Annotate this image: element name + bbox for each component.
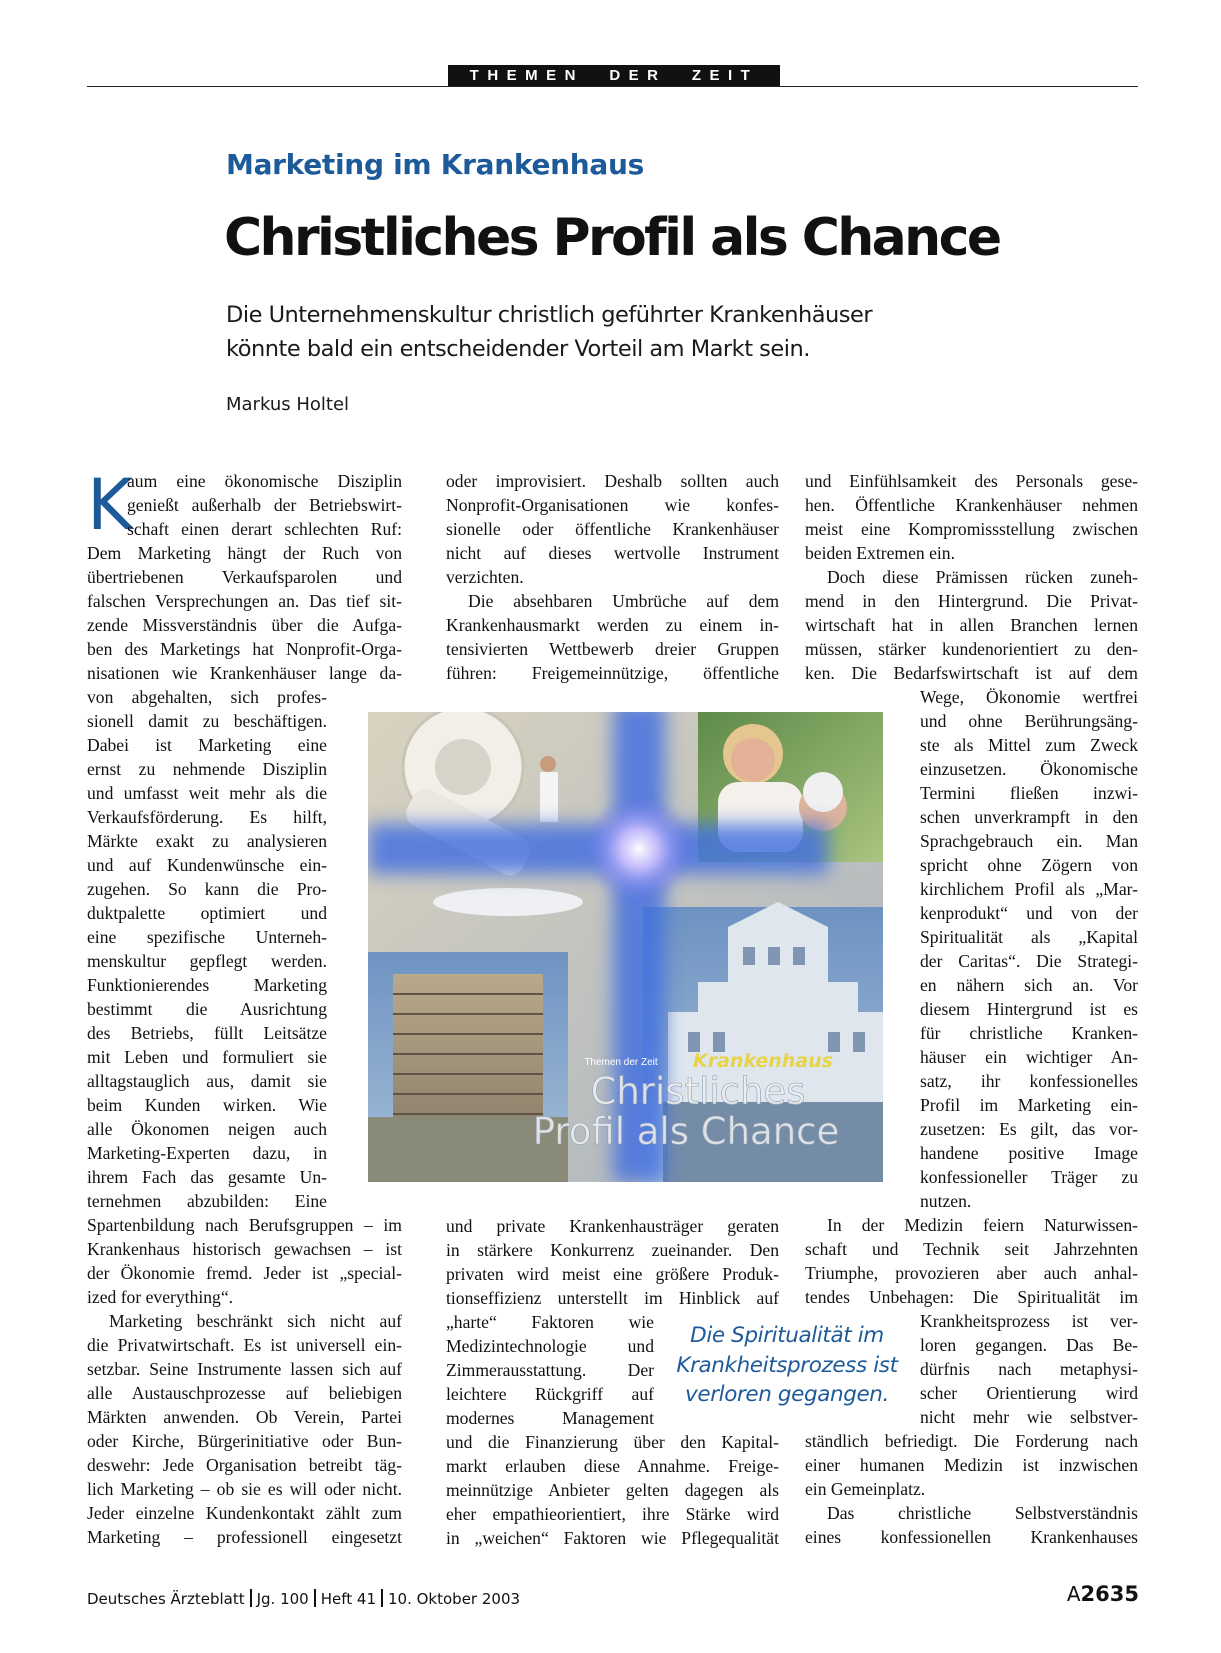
text-line: müssen, stärker kundenorientiert zu den- <box>805 639 1138 659</box>
text-line: modernes Management <box>446 1408 654 1428</box>
text-line: ernst zu nehmende Disziplin <box>87 759 327 779</box>
article-title: Christliches Profil als Chance <box>224 208 1000 268</box>
text-line: Triumphe, provozieren aber auch anhal- <box>805 1263 1138 1283</box>
text-line: „harte“ Faktoren wie <box>446 1312 654 1332</box>
text-line: Märkten anwenden. Ob Verein, Partei <box>87 1407 402 1427</box>
text-line: verzichten. <box>446 567 524 587</box>
text-line: beiden Extremen ein. <box>805 543 955 563</box>
text-line: einzusetzen. Ökonomische <box>920 759 1138 779</box>
text-line: zugehen. So kann die Pro- <box>87 879 327 899</box>
text-line: eine spezifische Unterneh- <box>87 927 327 947</box>
text-line: Verkaufsförderung. Es hilft, <box>87 807 327 827</box>
text-line: deswehr: Jede Organisation betreibt täg- <box>87 1455 402 1475</box>
text-line: In der Medizin feiern Naturwissen- <box>827 1215 1138 1235</box>
text-line: setzbar. Seine Instrumente lassen sich auf <box>87 1359 402 1379</box>
text-line: alltagstauglich aus, damit sie <box>87 1071 327 1091</box>
deck-line: Die Unternehmenskultur christlich geführter Krankenhäuser <box>226 302 873 328</box>
text-line: markt erlauben diese Annahme. Freige- <box>446 1456 779 1476</box>
text-line: diesem Hintergrund ist es <box>920 999 1138 1019</box>
text-line: für christliche Kranken- <box>920 1023 1138 1043</box>
text-line: leichtere Rückgriff auf <box>446 1384 654 1404</box>
page-number-value: 2635 <box>1080 1582 1139 1606</box>
text-line: ständlich befriedigt. Die Forderung nach <box>805 1431 1138 1451</box>
text-line: ein Gemeinplatz. <box>805 1479 926 1499</box>
text-line: Zimmerausstattung. Der <box>446 1360 654 1380</box>
text-line: hen. Öffentliche Krankenhäuser nehmen <box>805 495 1138 515</box>
text-line: ihrem Fach das gesamte Un- <box>87 1167 327 1187</box>
text-line: und umfasst weit mehr als die <box>87 783 327 803</box>
figure-rubric: Themen der Zeit <box>584 1057 658 1068</box>
text-line: meinnützige Anbieter gelten dagegen als <box>446 1480 779 1500</box>
text-line: und Einfühlsamkeit des Personals gese- <box>805 471 1138 491</box>
text-line: der Caritas“. Die Strategi- <box>920 951 1138 971</box>
pull-quote-line: verloren gegangen. <box>685 1382 889 1407</box>
deck-line: könnte bald ein entscheidender Vorteil am Markt sein. <box>226 336 810 362</box>
text-line: privaten wird meist eine größere Produk- <box>446 1264 779 1284</box>
text-line: Krankenhaus historisch gewachsen – ist <box>87 1239 402 1259</box>
text-line: Marketing – professionell eingesetzt <box>87 1527 402 1547</box>
text-line: ken. Die Bedarfswirtschaft ist auf dem <box>805 663 1138 683</box>
text-line: schen unverkrampft in den <box>920 807 1138 827</box>
text-line: Doch diese Prämissen rücken zuneh- <box>827 567 1138 587</box>
text-line: Die absehbaren Umbrüche auf dem <box>468 591 779 611</box>
text-line: tendes Unbehagen: Die Spiritualität im <box>805 1287 1138 1307</box>
figure-kicker: Krankenhaus <box>693 1050 833 1072</box>
section-rubric: THEMEN DER ZEIT <box>448 65 780 86</box>
text-line: bestimmt die Ausrichtung <box>87 999 327 1019</box>
text-line: wirtschaft hat in allen Branchen lernen <box>805 615 1138 635</box>
text-line: duktpalette optimiert und <box>87 903 327 923</box>
text-line: die Privatwirtschaft. Es ist universell ein- <box>87 1335 402 1355</box>
text-line: Märkte exakt zu analysieren <box>87 831 327 851</box>
text-line: nicht mehr wie selbstver- <box>920 1407 1138 1427</box>
text-line: oder improvisiert. Deshalb sollten auch <box>446 471 779 491</box>
body-column-2-top <box>446 469 779 685</box>
article-kicker: Marketing im Krankenhaus <box>226 148 645 181</box>
text-line: nutzen. <box>920 1191 972 1211</box>
footer-volume: Jg. 100 <box>256 1590 309 1608</box>
text-line: Funktionierendes Marketing <box>87 975 327 995</box>
text-line: spricht ohne Zögern von <box>920 855 1138 875</box>
figure-title-line-1: Christliches <box>590 1070 806 1113</box>
text-line: Sprachgebrauch ein. Man <box>920 831 1138 851</box>
text-line: konfessioneller Träger zu <box>920 1167 1138 1187</box>
text-line: lich Marketing – ob sie es will oder nicht. <box>87 1479 402 1499</box>
text-line: und die Finanzierung über den Kapital- <box>446 1432 779 1452</box>
text-line: Das christliche Selbstverständnis <box>827 1503 1138 1523</box>
page-number <box>1067 1582 1139 1606</box>
text-line: in stärkere Konkurrenz zueinander. Den <box>446 1240 779 1260</box>
article-author: Markus Holtel <box>226 394 350 415</box>
page-number-prefix: A <box>1066 1582 1081 1606</box>
footer-separator <box>314 1589 316 1607</box>
text-line: Jeder einzelne Kundenkontakt zählt zum <box>87 1503 402 1523</box>
text-line: Profil im Marketing ein- <box>920 1095 1138 1115</box>
text-line: alle Ökonomen neigen auch <box>87 1119 327 1139</box>
text-line: aum eine ökonomische Disziplin <box>127 471 402 491</box>
footer-issue: Heft 41 <box>320 1590 376 1608</box>
pull-quote-line: Krankheitsprozess ist <box>676 1352 898 1378</box>
header-rule <box>87 86 1138 87</box>
text-line: satz, ihr konfessionelles <box>920 1071 1138 1091</box>
footer-journal: Deutsches Ärzteblatt <box>87 1590 245 1608</box>
text-line: Dabei ist Marketing eine <box>87 735 327 755</box>
text-line: tionseffizienz unterstellt im Hinblick auf <box>446 1288 779 1308</box>
text-line: loren gegangen. Das Be- <box>920 1335 1138 1355</box>
text-line: und private Krankenhausträger geraten <box>446 1216 779 1236</box>
text-line: tensivierten Wettbewerb dreier Gruppen <box>446 639 779 659</box>
body-column-1 <box>87 464 402 1549</box>
text-line: und ohne Berührungsäng- <box>920 711 1138 731</box>
text-line: genießt außerhalb der Betriebswirt- <box>127 495 402 515</box>
article-illustration <box>368 712 883 1182</box>
text-line: führen: Freigemeinnützige, öffentliche <box>446 663 779 683</box>
text-line: handene positive Image <box>920 1143 1138 1163</box>
text-line: schaft und Technik seit Jahrzehnten <box>805 1239 1138 1259</box>
footer-separator <box>381 1589 383 1607</box>
text-line: eher empathieorientiert, ihre Stärke wird <box>446 1504 779 1524</box>
text-line: nicht auf dieses wertvolle Instrument <box>446 543 779 563</box>
text-line: sionelle oder öffentliche Krankenhäuser <box>446 519 779 539</box>
text-line: eines konfessionellen Krankenhauses <box>805 1527 1138 1547</box>
text-line: oder Kirche, Bürgerinitiative oder Bun- <box>87 1431 402 1451</box>
text-line: mit Leben und formuliert sie <box>87 1047 327 1067</box>
drop-cap: K <box>87 464 133 546</box>
pull-quote <box>662 1321 912 1410</box>
text-line: ste als Mittel zum Zweck <box>920 735 1138 755</box>
text-line: Dem Marketing hängt der Ruch von <box>87 543 402 563</box>
text-line: mend in den Hintergrund. Die Privat- <box>805 591 1138 611</box>
text-line: Termini fließen inzwi- <box>920 783 1138 803</box>
footer-citation <box>87 1589 520 1608</box>
text-line: menskultur gepflegt werden. <box>87 951 327 971</box>
text-line: dürfnis nach metaphysi- <box>920 1359 1138 1379</box>
text-line: schaft einen derart schlechten Ruf: <box>127 519 402 539</box>
text-line: scher Orientierung wird <box>920 1383 1138 1403</box>
text-line: des Betriebs, füllt Leitsätze <box>87 1023 327 1043</box>
text-line: meist eine Kompromissstellung zwischen <box>805 519 1138 539</box>
text-line: und auf Kundenwünsche ein- <box>87 855 327 875</box>
text-line: zusetzen: Es gilt, das vor- <box>920 1119 1138 1139</box>
footer-separator <box>250 1589 252 1607</box>
text-line: Marketing beschränkt sich nicht auf <box>109 1311 402 1331</box>
text-line: ized for everything“. <box>87 1287 234 1307</box>
text-line: Spartenbildung nach Berufsgruppen – im <box>87 1215 402 1235</box>
pull-quote-line: Die Spiritualität im <box>690 1323 884 1348</box>
text-line: falschen Versprechungen an. Das tief sit- <box>87 591 402 611</box>
figure-title-line-2: Profil als Chance <box>532 1110 840 1153</box>
text-line: Krankenhausmarkt werden zu einem in- <box>446 615 779 635</box>
text-line: einer humanen Medizin ist inzwischen <box>805 1455 1138 1475</box>
text-line: Nonprofit-Organisationen wie konfes- <box>446 495 779 515</box>
text-line: der Ökonomie fremd. Jeder ist „special- <box>87 1263 402 1283</box>
text-line: alle Austauschprozesse auf beliebigen <box>87 1383 402 1403</box>
text-line: Wege, Ökonomie wertfrei <box>920 687 1138 707</box>
text-line: von abgehalten, sich profes- <box>87 687 327 707</box>
text-line: übertriebenen Verkaufsparolen und <box>87 567 402 587</box>
text-line: in „weichen“ Faktoren wie Pflegequalität <box>446 1528 779 1548</box>
text-line: kenprodukt“ und von der <box>920 903 1138 923</box>
text-line: sionell damit zu beschäftigen. <box>87 711 327 731</box>
footer-date: 10. Oktober 2003 <box>388 1590 521 1608</box>
illustration-collage <box>368 712 883 1182</box>
text-line: nisationen wie Krankenhäuser lange da- <box>87 663 402 683</box>
text-line: en nähern sich an. Vor <box>920 975 1138 995</box>
text-line: Krankheitsprozess ist ver- <box>920 1311 1138 1331</box>
text-line: kirchlichem Profil als „Mar- <box>920 879 1138 899</box>
text-line: häuser ein wichtiger An- <box>920 1047 1138 1067</box>
text-line: beim Kunden wirken. Wie <box>87 1095 327 1115</box>
text-line: Marketing-Experten dazu, in <box>87 1143 327 1163</box>
text-line: ternehmen abzubilden: Eine <box>87 1191 327 1211</box>
text-line: Spiritualität als „Kapital <box>920 927 1138 947</box>
text-line: zende Missverständnis über die Aufga- <box>87 615 402 635</box>
article-deck <box>226 298 872 366</box>
text-line: ben des Marketings hat Nonprofit-Orga- <box>87 639 402 659</box>
text-line: Medizintechnologie und <box>446 1336 654 1356</box>
